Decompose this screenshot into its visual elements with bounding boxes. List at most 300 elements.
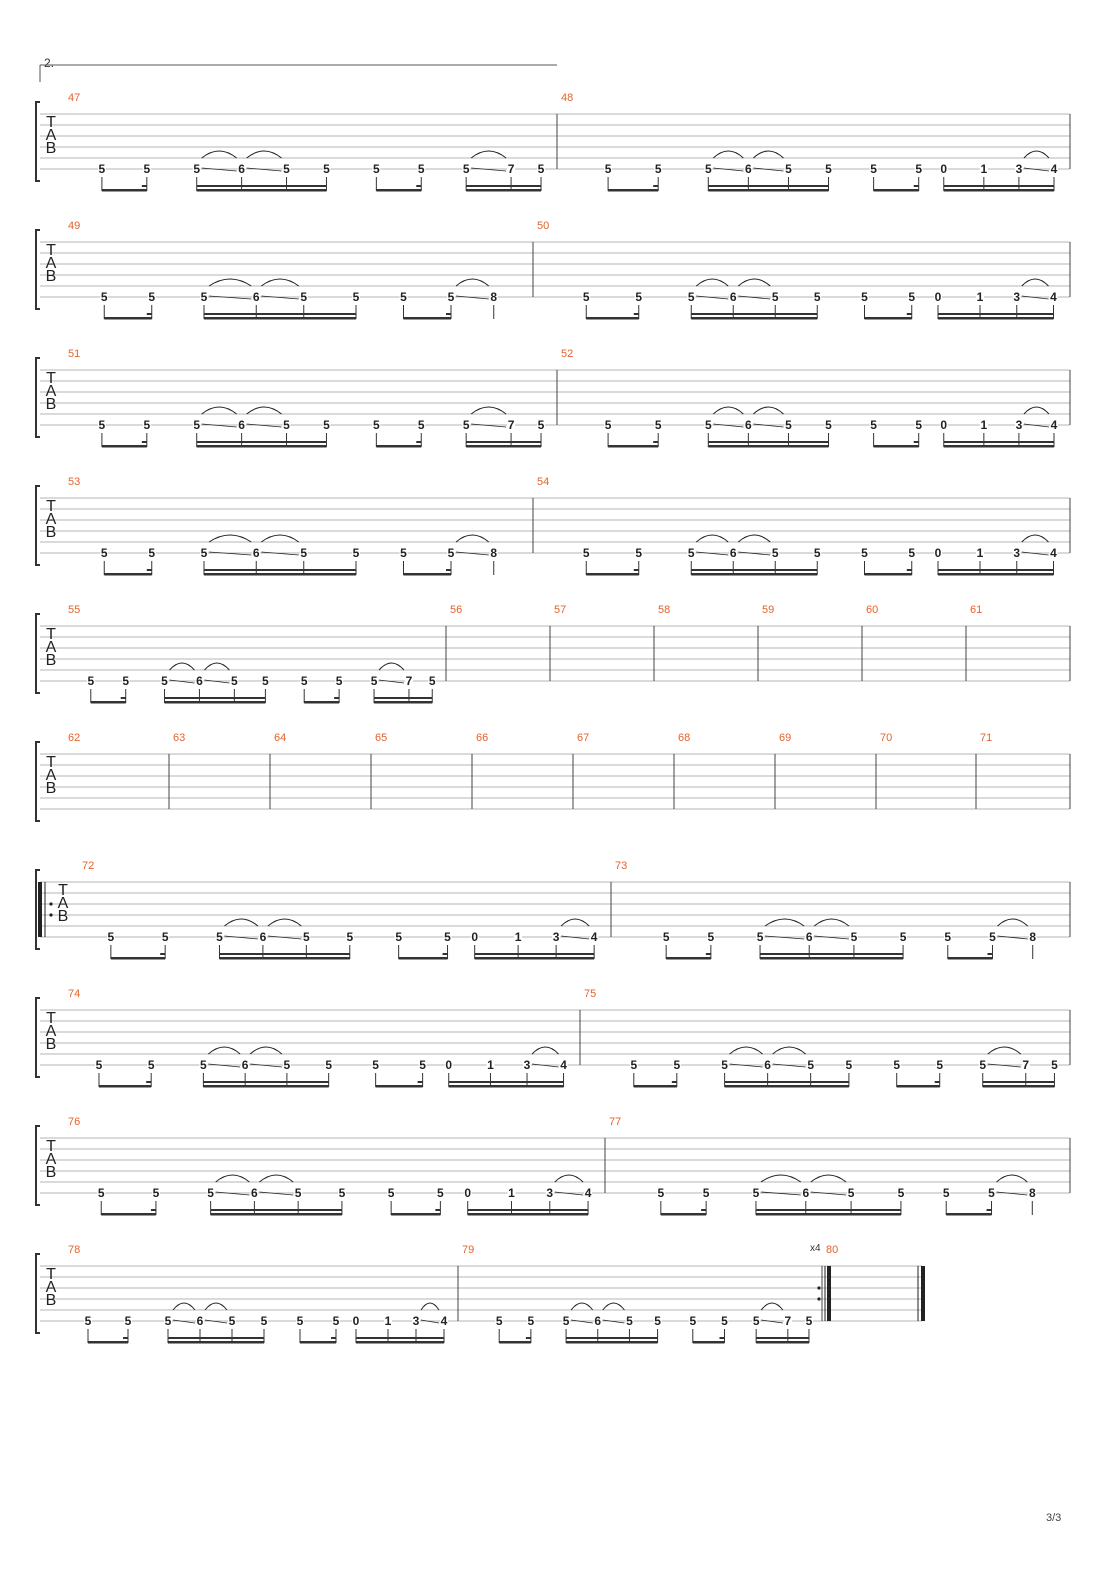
beam-stub <box>160 953 165 955</box>
slur <box>753 151 783 158</box>
fret-number: 5 <box>845 1058 853 1072</box>
beam <box>661 1213 706 1216</box>
fret-number: 5 <box>283 1058 291 1072</box>
measure-number: 50 <box>537 220 550 232</box>
fret-number: 4 <box>584 1186 592 1200</box>
fret-number: 5 <box>654 162 662 176</box>
slur <box>268 919 301 926</box>
measure-number: 66 <box>476 732 489 744</box>
slur <box>202 407 237 414</box>
fret-number: 5 <box>400 290 407 304</box>
tab-clef-letter: T <box>46 1010 56 1027</box>
fret-number: 5 <box>98 418 106 432</box>
beam <box>391 1213 440 1216</box>
measure <box>68 92 557 192</box>
measure <box>375 732 472 809</box>
measure-number: 53 <box>68 476 81 488</box>
beam-stub <box>914 185 919 187</box>
measure <box>537 220 1070 320</box>
beam <box>586 317 639 320</box>
fret-number: 5 <box>537 162 545 176</box>
fret-number: 5 <box>1051 1058 1058 1072</box>
fret-number: 8 <box>1028 1186 1036 1200</box>
slur <box>209 535 251 542</box>
fret-number: 5 <box>148 546 156 560</box>
measure <box>450 604 550 681</box>
fret-number: 5 <box>537 418 545 432</box>
fret-number: 5 <box>687 546 695 560</box>
fret-number: 6 <box>241 1058 249 1072</box>
fret-number: 5 <box>897 1186 905 1200</box>
beam <box>404 317 452 320</box>
slur <box>456 535 489 542</box>
fret-number: 5 <box>942 1186 950 1200</box>
secondary-beam <box>944 441 1054 443</box>
tab-system <box>36 1243 925 1344</box>
slur <box>471 151 506 158</box>
measure <box>577 732 674 809</box>
beam <box>499 1341 531 1344</box>
slur <box>738 279 770 286</box>
slur <box>997 919 1027 926</box>
fret-number: 4 <box>1050 546 1057 560</box>
measure <box>980 732 1070 809</box>
beam <box>211 1213 342 1216</box>
measure <box>476 732 573 809</box>
repeat-start-thick-bar <box>38 882 42 937</box>
beam <box>666 957 711 960</box>
fret-number: 5 <box>122 674 130 688</box>
measure-number: 54 <box>537 476 550 488</box>
slur <box>1022 279 1049 286</box>
slur <box>1022 535 1049 542</box>
fret-number: 5 <box>143 162 151 176</box>
measure-number: 61 <box>970 604 983 616</box>
beam <box>475 957 594 960</box>
fret-number: 5 <box>147 1058 155 1072</box>
fret-number: 5 <box>687 290 695 304</box>
beam-stub <box>935 1081 940 1083</box>
fret-number: 6 <box>729 546 737 560</box>
volta-label: 2. <box>44 56 55 70</box>
measure <box>68 1244 458 1344</box>
fret-number: 5 <box>813 290 821 304</box>
fret-number: 5 <box>387 1186 395 1200</box>
tab-clef-letter: T <box>46 1266 56 1283</box>
fret-number: 5 <box>373 418 380 432</box>
fret-number: 4 <box>560 1058 567 1072</box>
tab-clef-letter: B <box>45 780 57 797</box>
measure-number: 75 <box>584 988 597 1000</box>
beam <box>897 1085 940 1088</box>
beam-stub <box>147 569 152 571</box>
beam <box>102 189 147 192</box>
fret-number: 6 <box>238 418 245 432</box>
beam <box>691 573 817 576</box>
beam-stub <box>987 953 992 955</box>
measure <box>584 988 1070 1088</box>
fret-number: 5 <box>447 290 455 304</box>
beam-stub <box>416 441 421 443</box>
measure <box>68 220 533 320</box>
measure-number: 58 <box>658 604 671 616</box>
secondary-beam <box>466 185 541 187</box>
fret-number: 7 <box>507 418 515 432</box>
system-bracket <box>36 614 40 693</box>
final-thick-bar <box>921 1266 925 1321</box>
beam <box>938 573 1054 576</box>
fret-number: 5 <box>148 290 156 304</box>
slur <box>421 1303 439 1310</box>
tab-clef-letter: T <box>46 242 56 259</box>
slur <box>753 407 783 414</box>
measure-number: 76 <box>68 1116 81 1128</box>
slur <box>761 1175 801 1182</box>
tab-clef-letter: B <box>45 140 57 157</box>
fret-number: 0 <box>940 418 948 432</box>
fret-number: 5 <box>200 1058 207 1072</box>
slur <box>561 919 589 926</box>
fret-number: 5 <box>908 546 916 560</box>
fret-number: 5 <box>908 290 916 304</box>
secondary-beam <box>374 697 432 699</box>
fret-number: 5 <box>813 546 821 560</box>
secondary-beam <box>756 1337 809 1339</box>
fret-number: 5 <box>915 418 923 432</box>
slur <box>259 1175 293 1182</box>
beam-stub <box>719 1337 724 1339</box>
fret-number: 5 <box>893 1058 901 1072</box>
tab-system <box>36 92 1070 192</box>
secondary-beam <box>725 1081 849 1083</box>
fret-number: 5 <box>193 162 201 176</box>
fret-number: 4 <box>1050 162 1058 176</box>
fret-number: 5 <box>689 1314 697 1328</box>
fret-number: 5 <box>200 290 208 304</box>
measure <box>561 348 1070 448</box>
tab-clef-letter: A <box>45 1151 57 1168</box>
beam <box>399 957 448 960</box>
fret-number: 5 <box>861 546 868 560</box>
beam-stub <box>987 1209 992 1211</box>
tab-clef-letter: B <box>45 652 57 669</box>
tab-system <box>36 348 1070 448</box>
fret-number: 1 <box>980 418 988 432</box>
slur <box>471 407 506 414</box>
fret-number: 5 <box>752 1314 760 1328</box>
tab-clef-letter: A <box>45 1023 57 1040</box>
measure <box>561 92 1070 192</box>
fret-number: 5 <box>807 1058 815 1072</box>
fret-number: 5 <box>635 290 643 304</box>
measure-number: 72 <box>82 860 95 872</box>
repeat-end-thick-bar <box>827 1266 831 1321</box>
secondary-beam <box>204 569 356 571</box>
secondary-beam <box>219 953 349 955</box>
beam-stub <box>435 1209 440 1211</box>
beam <box>356 1341 444 1344</box>
slur <box>205 1303 227 1310</box>
measure-number: 48 <box>561 92 574 104</box>
tab-clef-letter: A <box>45 1279 57 1296</box>
fret-number: 5 <box>825 162 832 176</box>
slur <box>773 1047 806 1054</box>
fret-number: 5 <box>752 1186 760 1200</box>
measure <box>462 1243 831 1344</box>
tab-clef-letter: B <box>45 396 57 413</box>
secondary-beam <box>566 1337 658 1339</box>
fret-number: 5 <box>805 1314 813 1328</box>
tab-system <box>36 220 1070 320</box>
secondary-beam <box>211 1209 342 1211</box>
measure-number: 52 <box>561 348 574 360</box>
slur <box>532 1047 559 1054</box>
beam <box>376 445 421 448</box>
fret-number: 5 <box>124 1314 132 1328</box>
slur <box>1024 407 1049 414</box>
fret-number: 5 <box>346 930 354 944</box>
fret-number: 5 <box>989 930 996 944</box>
beam <box>725 1085 849 1088</box>
fret-number: 4 <box>440 1314 448 1328</box>
fret-number: 1 <box>980 162 988 176</box>
beam <box>865 317 912 320</box>
beam <box>608 189 658 192</box>
beam <box>111 957 165 960</box>
beam <box>102 445 147 448</box>
slur <box>208 1047 240 1054</box>
measure <box>68 348 557 448</box>
fret-number: 5 <box>325 1058 333 1072</box>
tab-system <box>36 476 1070 576</box>
fret-number: 7 <box>1022 1058 1030 1072</box>
secondary-beam <box>168 1337 264 1339</box>
secondary-beam <box>691 569 817 571</box>
fret-number: 0 <box>934 290 942 304</box>
tab-clef-letter: A <box>45 383 57 400</box>
measure <box>68 732 169 809</box>
tab-clef-letter: T <box>46 754 56 771</box>
beam <box>708 189 828 192</box>
fret-number: 5 <box>100 290 108 304</box>
fret-number: 5 <box>332 1314 340 1328</box>
beam <box>104 573 152 576</box>
measure-number: 47 <box>68 92 81 104</box>
secondary-beam <box>449 1081 564 1083</box>
fret-number: 5 <box>447 546 455 560</box>
beam <box>944 445 1054 448</box>
beam <box>948 957 993 960</box>
beam <box>756 1213 901 1216</box>
beam-stub <box>653 441 658 443</box>
fret-number: 5 <box>756 930 764 944</box>
fret-number: 5 <box>604 418 612 432</box>
beam <box>608 445 658 448</box>
measure-number: 74 <box>68 988 81 1000</box>
repeat-dot <box>49 902 52 905</box>
beam <box>203 1085 328 1088</box>
fret-number: 5 <box>702 1186 710 1200</box>
measure <box>779 732 876 809</box>
tab-clef-letter: B <box>45 1292 57 1309</box>
slur <box>247 151 282 158</box>
fret-number: 6 <box>196 1314 204 1328</box>
secondary-beam <box>708 441 828 443</box>
fret-number: 5 <box>335 674 343 688</box>
tab-clef-letter: T <box>46 498 56 515</box>
tab-clef-letter: T <box>46 1138 56 1155</box>
beam <box>101 1213 156 1216</box>
fret-number: 0 <box>934 546 942 560</box>
beam <box>304 701 339 704</box>
fret-number: 5 <box>100 546 108 560</box>
beam <box>449 1085 564 1088</box>
fret-number: 5 <box>216 930 223 944</box>
fret-number: 5 <box>707 930 715 944</box>
beam-stub <box>123 1337 128 1339</box>
fret-number: 5 <box>825 418 832 432</box>
fret-number: 5 <box>372 1058 379 1072</box>
measure-number: 62 <box>68 732 81 744</box>
measure <box>537 476 1070 576</box>
slur <box>456 279 489 286</box>
fret-number: 5 <box>771 290 779 304</box>
fret-number: 1 <box>976 546 984 560</box>
measure <box>615 860 1070 960</box>
beam <box>938 317 1054 320</box>
slur <box>555 1175 583 1182</box>
fret-number: 5 <box>562 1314 570 1328</box>
measure <box>866 604 966 681</box>
system-bracket <box>36 358 40 437</box>
beam <box>300 1341 336 1344</box>
measure-number: 70 <box>880 732 893 744</box>
repeat-dot <box>817 1297 820 1300</box>
tab-clef-letter: A <box>45 127 57 144</box>
measure <box>658 604 758 681</box>
tab-clef-letter: A <box>45 639 57 656</box>
beam <box>468 1213 588 1216</box>
beam <box>466 189 541 192</box>
slur <box>696 279 728 286</box>
measure <box>68 988 580 1088</box>
fret-number: 5 <box>704 418 712 432</box>
slur <box>696 535 728 542</box>
beam <box>204 573 356 576</box>
fret-number: 5 <box>527 1314 535 1328</box>
beam <box>865 573 912 576</box>
fret-number: 0 <box>352 1314 360 1328</box>
fret-number: 5 <box>988 1186 995 1200</box>
tab-system <box>36 860 1070 960</box>
beam <box>466 445 541 448</box>
fret-number: 6 <box>252 290 260 304</box>
beam-stub <box>416 185 421 187</box>
beam <box>946 1213 991 1216</box>
beam <box>376 189 421 192</box>
measure <box>554 604 654 681</box>
system-bracket <box>36 486 40 565</box>
beam-stub <box>634 569 639 571</box>
secondary-beam <box>760 953 903 955</box>
beam <box>168 1341 264 1344</box>
slur <box>603 1303 625 1310</box>
beam <box>376 1085 423 1088</box>
tab-system <box>36 1116 1070 1216</box>
repeat-dot <box>49 913 52 916</box>
fret-number: 5 <box>870 162 877 176</box>
secondary-beam <box>203 1081 328 1083</box>
beam <box>566 1341 658 1344</box>
fret-number: 6 <box>764 1058 771 1072</box>
fret-number: 5 <box>296 1314 304 1328</box>
tab-clef-letter: B <box>45 268 57 285</box>
fret-number: 5 <box>143 418 151 432</box>
beam <box>374 701 432 704</box>
slur <box>170 663 195 670</box>
beam-stub <box>443 953 448 955</box>
slur <box>730 1047 763 1054</box>
beam-stub <box>146 1081 151 1083</box>
fret-number: 6 <box>729 290 737 304</box>
fret-number: 1 <box>976 290 984 304</box>
secondary-beam <box>938 569 1054 571</box>
measure-number: 67 <box>577 732 590 744</box>
beam <box>204 317 356 320</box>
measure-number: 71 <box>980 732 993 744</box>
measure <box>68 476 533 576</box>
secondary-beam <box>944 185 1054 187</box>
fret-number: 5 <box>654 1314 661 1328</box>
fret-number: 5 <box>98 162 106 176</box>
measure-number: 73 <box>615 860 628 872</box>
fret-number: 5 <box>107 930 115 944</box>
measure-number: 78 <box>68 1244 81 1256</box>
slur <box>202 151 237 158</box>
slur <box>261 279 299 286</box>
fret-number: 5 <box>462 418 470 432</box>
secondary-beam <box>475 953 594 955</box>
beam-stub <box>907 313 912 315</box>
fret-number: 5 <box>200 546 208 560</box>
beam <box>219 957 349 960</box>
fret-number: 8 <box>490 546 498 560</box>
beam-stub <box>142 441 147 443</box>
fret-number: 5 <box>300 674 308 688</box>
tab-system <box>36 732 1070 821</box>
secondary-beam <box>983 1081 1055 1083</box>
tab-clef-letter: B <box>45 1164 57 1181</box>
beam-stub <box>526 1337 531 1339</box>
fret-number: 6 <box>594 1314 602 1328</box>
fret-number: 5 <box>323 162 330 176</box>
system-bracket <box>36 230 40 309</box>
fret-number: 5 <box>850 930 858 944</box>
fret-number: 3 <box>552 930 560 944</box>
beam <box>708 445 828 448</box>
fret-number: 5 <box>262 674 269 688</box>
measure <box>68 604 446 704</box>
beam-stub <box>446 569 451 571</box>
fret-number: 5 <box>161 930 169 944</box>
fret-number: 6 <box>196 674 203 688</box>
beam <box>99 1085 151 1088</box>
fret-number: 5 <box>303 930 310 944</box>
fret-number: 7 <box>507 162 515 176</box>
beam <box>756 1341 809 1344</box>
secondary-beam <box>197 185 327 187</box>
fret-number: 5 <box>417 418 425 432</box>
